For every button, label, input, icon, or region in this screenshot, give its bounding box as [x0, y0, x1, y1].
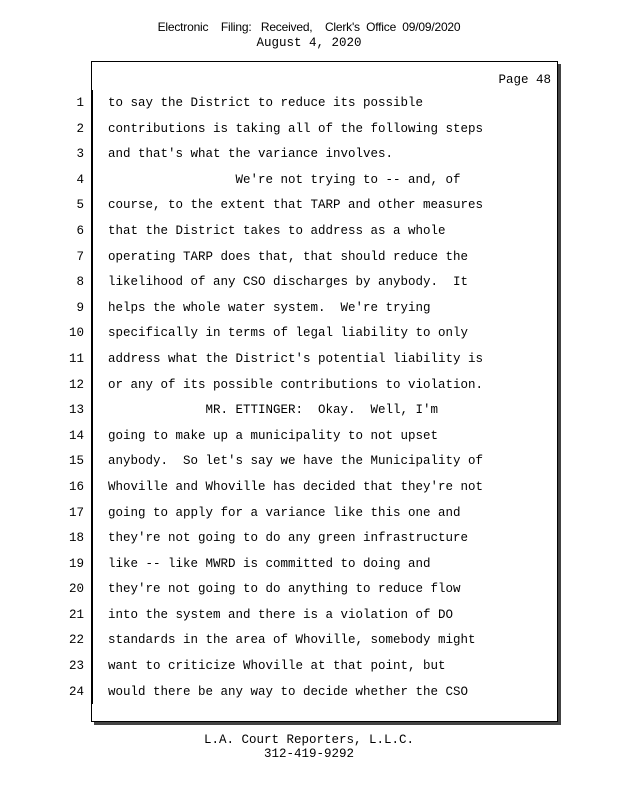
transcript-line: would there be any way to decide whether the CSO — [108, 684, 469, 699]
transcript-line: anybody. So let's say we have the Municipality of — [108, 454, 484, 469]
court-reporter-name: L.A. Court Reporters, L.L.C. — [203, 733, 415, 747]
line-number: 20 — [68, 582, 84, 597]
line-number: 14 — [68, 428, 84, 443]
line-number: 11 — [68, 351, 84, 366]
transcript-line: that the District takes to address as a whole — [108, 223, 446, 238]
transcript-line: they're not going to do anything to reduce flow — [108, 582, 461, 597]
transcript-line: want to criticize Whoville at that point, but — [108, 659, 446, 674]
transcript-text-column — [108, 93, 548, 707]
line-number: 17 — [68, 505, 84, 520]
line-number: 2 — [76, 121, 84, 136]
line-number: 9 — [76, 300, 84, 315]
transcript-line: or any of its possible contributions to violation. — [108, 377, 484, 392]
transcript-line: and that's what the variance involves. — [108, 147, 394, 162]
transcript-line: helps the whole water system. We're trying — [108, 300, 431, 315]
transcript-line: address what the District's potential liability is — [108, 351, 484, 366]
line-number: 21 — [68, 607, 84, 622]
transcript-line: to say the District to reduce its possible — [108, 96, 424, 110]
margin-rule — [92, 90, 93, 704]
line-number: 24 — [68, 684, 84, 699]
transcript-line: like -- like MWRD is committed to doing and — [108, 556, 431, 571]
line-number: 5 — [76, 198, 84, 213]
transcript-line: course, to the extent that TARP and other measures — [108, 198, 484, 213]
transcript-line: contributions is taking all of the following steps — [108, 121, 484, 136]
line-number: 12 — [68, 377, 84, 392]
electronic-filing-stamp: Electronic Filing: Received, Clerk's Office 09/09/2020 — [157, 20, 461, 34]
line-number: 3 — [76, 147, 84, 162]
transcript-line: operating TARP does that, that should reduce the — [108, 249, 469, 264]
line-number: 6 — [76, 223, 84, 238]
line-number: 10 — [68, 326, 84, 341]
line-number: 8 — [76, 275, 84, 290]
transcript-line: specifically in terms of legal liability to only — [108, 326, 469, 341]
page-number: Page 48 — [498, 73, 551, 87]
transcript-line: Whoville and Whoville has decided that they're not — [108, 479, 484, 494]
line-number-column — [52, 93, 84, 707]
line-number: 13 — [68, 403, 84, 418]
line-number: 16 — [68, 479, 84, 494]
line-number: 18 — [68, 531, 84, 546]
line-number: 7 — [76, 249, 84, 264]
transcript-line: going to make up a municipality to not upset — [108, 428, 439, 443]
transcript-line: going to apply for a variance like this one and — [108, 505, 461, 520]
transcript-line: into the system and there is a violation of DO — [108, 607, 454, 622]
hearing-date: August 4, 2020 — [256, 36, 362, 50]
transcript-line: We're not trying to -- and, of — [108, 172, 461, 187]
transcript-line: likelihood of any CSO discharges by anybody. It — [108, 275, 469, 290]
transcript-line: standards in the area of Whoville, somebody might — [108, 633, 476, 648]
line-number: 23 — [68, 659, 84, 674]
court-reporter-phone: 312-419-9292 — [263, 747, 354, 761]
transcript-line: MR. ETTINGER: Okay. Well, I'm — [108, 403, 439, 418]
line-number: 15 — [68, 454, 84, 469]
line-number: 1 — [76, 96, 84, 110]
line-number: 4 — [76, 172, 84, 187]
transcript-line: they're not going to do any green infrastructure — [108, 531, 469, 546]
line-number: 22 — [68, 633, 84, 648]
line-number: 19 — [68, 556, 84, 571]
